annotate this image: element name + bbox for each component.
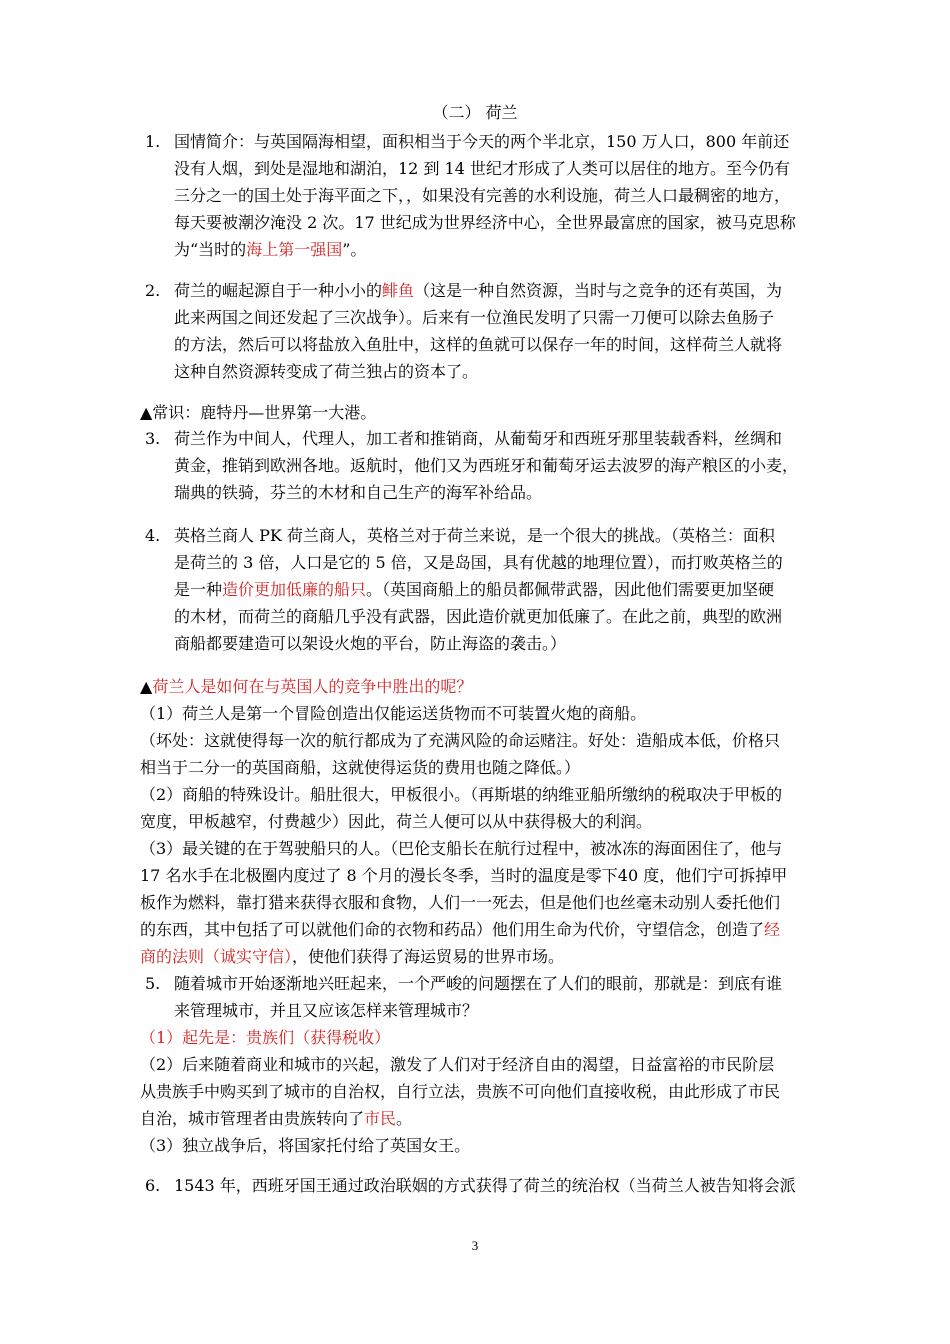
emphasis-text: 经	[764, 920, 781, 939]
item-4-line-1: 英格兰商人 PK 荷兰商人，英格兰对于荷兰来说，是一个很大的挑战。（英格兰：面积	[174, 526, 775, 545]
para-line: （2）商船的特殊设计。船肚很大，甲板很小。（再斯堪的纳维亚船所缴纳的税取决于甲板的	[140, 785, 783, 804]
item-1-line-4: 每天要被潮汐淹没 2 次。17 世纪成为世界经济中心，全世界最富庶的国家，被马克思称	[174, 213, 796, 232]
item-3-text	[174, 425, 814, 506]
para-line: 的东西，其中包括了可以就他们命的衣物和药品）他们用生命为代价，守望信念，创造了经	[140, 920, 781, 939]
item-4-line-4: 的木材，而荷兰的商船几乎没有武器，因此造价就更加低廉了。在此之前，典型的欧洲	[174, 607, 783, 626]
section-title: （二） 荷兰	[432, 103, 518, 122]
subpoint-3: （3）独立战争后，将国家托付给了英国女王。	[140, 1136, 471, 1155]
item-1-line-3: 三分之一的国土处于海平面之下，，如果没有完善的水利设施，荷兰人口最稠密的地方，	[174, 186, 791, 205]
item-2-line-1: 荷兰的崛起源自于一种小小的鲱鱼（这是一种自然资源，当时与之竞争的还有英国，为	[174, 281, 783, 300]
item-5-line-2: 来管理城市，并且又应该怎样来管理城市？	[174, 1001, 479, 1020]
item-1-text	[174, 128, 814, 263]
para-line: 17 名水手在北极圈内度过了 8 个月的漫长冬季，当时的温度是零下40 度，他们宁可拆掉甲	[140, 866, 788, 885]
item-3-line-2: 黄金，推销到欧洲各地。返航时，他们又为西班牙和葡萄牙运去波罗的海产粮区的小麦，	[174, 456, 799, 475]
item-1-line-1: 国情简介：与英国隔海相望，面积相当于今天的两个半北京，150 万人口，800 年前还	[174, 132, 790, 151]
item-1-number: 1.	[145, 132, 161, 151]
subpoint-2-line: 自治，城市管理者由贵族转向了市民。	[140, 1109, 413, 1128]
item-5-text	[174, 970, 814, 1024]
item-3-line-3: 瑞典的铁骑，芬兰的木材和自己生产的海军补给品。	[174, 483, 543, 502]
item-4-line-2: 是荷兰的 3 倍，人口是它的 5 倍，又是岛国，具有优越的地理位置），而打败英格兰的	[174, 553, 783, 572]
item-1-line-2: 没有人烟，到处是湿地和湖泊，12 到 14 世纪才形成了人类可以居住的地方。至今仍有	[174, 159, 790, 178]
emphasis-text: 海上第一强国	[246, 240, 343, 259]
subpoint-2-line: 从贵族手中购买到了城市的自治权，自行立法，贵族不可向他们直接收税，由此形成了市民	[140, 1082, 781, 1101]
note-common-knowledge: ▲常识：鹿特丹—世界第一大港。	[140, 403, 377, 422]
subpoint-2-line: （2）后来随着商业和城市的兴起，激发了人们对于经济自由的渴望，日益富裕的市民阶层	[140, 1055, 775, 1074]
item-3-number: 3.	[145, 429, 161, 448]
subpoint-1: （1）起先是：贵族们（获得税收）	[140, 1028, 391, 1047]
para-line: 商的法则（诚实守信），使他们获得了海运贸易的世界市场。	[140, 947, 565, 966]
emphasis-text: 鲱鱼	[382, 281, 415, 300]
item-6-text	[174, 1172, 814, 1199]
dutch-victory-section	[140, 673, 820, 970]
item-4-number: 4.	[145, 526, 161, 545]
para-line: （3）最关键的在于驾驶船只的人。（巴伦支船长在航行过程中，被冰冻的海面困住了，他与	[140, 839, 783, 858]
page-number: 3	[471, 1238, 479, 1253]
para-line: （1）荷兰人是第一个冒险创造出仅能运送货物而不可装置火炮的商船。	[140, 704, 647, 723]
item-2-line-4: 这种自然资源转变成了荷兰独占的资本了。	[174, 362, 479, 381]
para-line: 板作为燃料，靠打猎来获得衣服和食物，人们一一死去，但是他们也丝毫未动别人委托他们	[140, 893, 781, 912]
item-4-text	[174, 522, 814, 657]
para-line: 相当于二分一的英国商船，这就使得运货的费用也随之降低。）	[140, 758, 581, 777]
item-4-line-3: 是一种造价更加低廉的船只。（英国商船上的船员都佩带武器，因此他们需要更加坚硬	[174, 580, 775, 599]
item-2-line-3: 的方法，然后可以将盐放入鱼肚中，这样的鱼就可以保存一年的时间，这样荷兰人就将	[174, 335, 783, 354]
emphasis-text: 市民	[364, 1109, 397, 1128]
item-1-line-5: 为“当时的海上第一强国”。	[174, 240, 367, 259]
item-5-subpoints	[140, 1024, 820, 1159]
item-2-number: 2.	[145, 281, 161, 300]
item-5-line-1: 随着城市开始逐渐地兴旺起来，一个严峻的问题摆在了人们的眼前，那就是：到底有谁	[174, 974, 783, 993]
item-5-number: 5.	[145, 974, 161, 993]
item-2-line-2: 此来两国之间还发起了三次战争）。后来有一位渔民发明了只需一刀便可以除去鱼肠子	[174, 308, 775, 327]
item-3-line-1: 荷兰作为中间人，代理人，加工者和推销商，从葡萄牙和西班牙那里装载香料，丝绸和	[174, 429, 783, 448]
emphasis-text: 造价更加低廉的船只	[222, 580, 367, 599]
section-heading: ▲荷兰人是如何在与英国人的竞争中胜出的呢？	[140, 677, 473, 696]
para-line: （坏处：这就使得每一次的航行都成为了充满风险的命运赌注。好处：造船成本低，价格只	[140, 731, 781, 750]
emphasis-heading: 荷兰人是如何在与英国人的竞争中胜出的呢？	[152, 677, 473, 696]
item-4-line-5: 商船都要建造可以架设火炮的平台，防止海盗的袭击。）	[174, 634, 567, 653]
para-line: 宽度，甲板越窄，付费越少）因此，荷兰人便可以从中获得极大的利润。	[140, 812, 653, 831]
item-6-line-1: 1543 年，西班牙国王通过政治联姻的方式获得了荷兰的统治权（当荷兰人被告知将会派	[174, 1176, 796, 1195]
item-6-number: 6.	[145, 1176, 161, 1195]
item-2-text	[174, 277, 814, 385]
emphasis-text: 商的法则（诚实守信）	[140, 947, 293, 966]
